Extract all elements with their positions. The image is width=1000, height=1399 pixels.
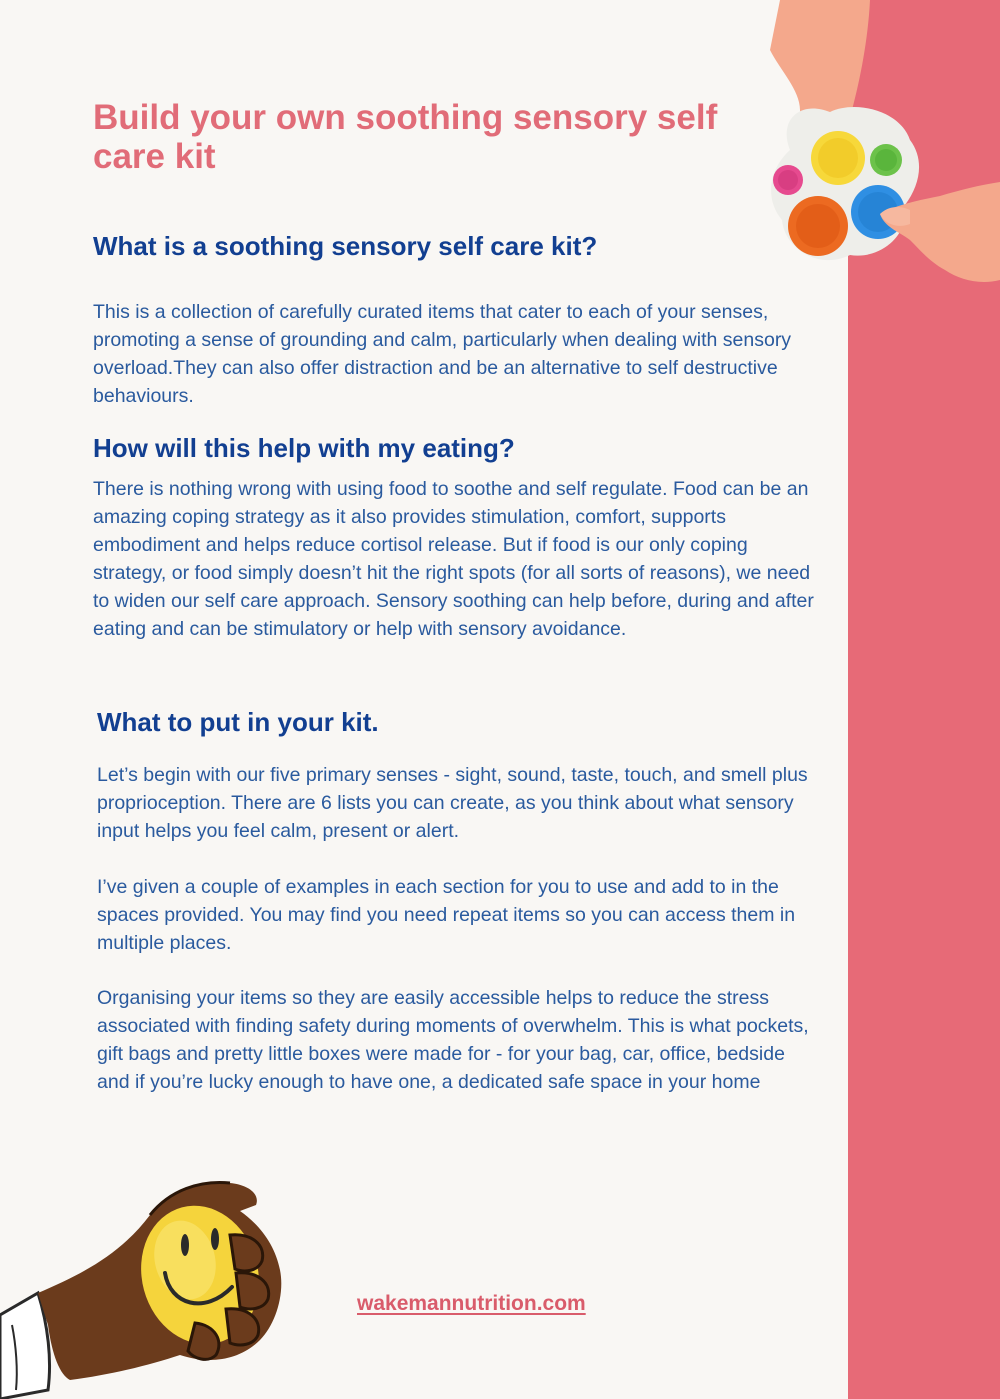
- section-heading-what-is-kit: What is a soothing sensory self care kit?: [93, 231, 598, 261]
- section-paragraph: There is nothing wrong with using food to soothe and self regulate. Food can be an amazing coping strategy as it also provides stimulation, comfort, supports embodiment and helps reduce cortisol release. But if food is our only coping strategy, or food simply doesn’t hit the right spots (for all sorts of reasons), we need to widen our self care approach. Sensory soothing can help before, during and after eating and can be stimulatory or help with sensory avoidance.: [93, 478, 814, 640]
- section-paragraph: Let’s begin with our five primary senses - sight, sound, taste, touch, and smell plus proprioception. There are 6 lists you can create, as you think about what sensory input helps you feel calm, present or alert.: [97, 764, 808, 842]
- section-heading-eating-help: How will this help with my eating?: [93, 433, 515, 463]
- section-paragraph: Organising your items so they are easily accessible helps to reduce the stress associated with finding safety during moments of overwhelm. This is what pockets, gift bags and pretty little boxes were made for - for your bag, car, office, bedside and if you’re lucky enough to have one, a dedicated safe space in your home: [97, 987, 809, 1093]
- page-title: Build your own soothing sensory self care kit: [93, 98, 718, 176]
- stress-ball-hand-icon: [0, 1175, 300, 1399]
- section-paragraph: I’ve given a couple of examples in each section for you to use and add to in the spaces provided. You may find you need repeat items so you can access them in multiple places.: [97, 876, 796, 954]
- section-heading-what-to-put: What to put in your kit.: [97, 707, 379, 737]
- footer-website-link[interactable]: wakemannutrition.com: [357, 1292, 586, 1315]
- pop-it-fidget-toy-icon: [760, 0, 1000, 290]
- section-paragraph: This is a collection of carefully curated items that cater to each of your senses, promoting a sense of grounding and calm, particularly when dealing with sensory overload.They can also offer distraction and be an alternative to self destructive behaviours.: [93, 301, 792, 407]
